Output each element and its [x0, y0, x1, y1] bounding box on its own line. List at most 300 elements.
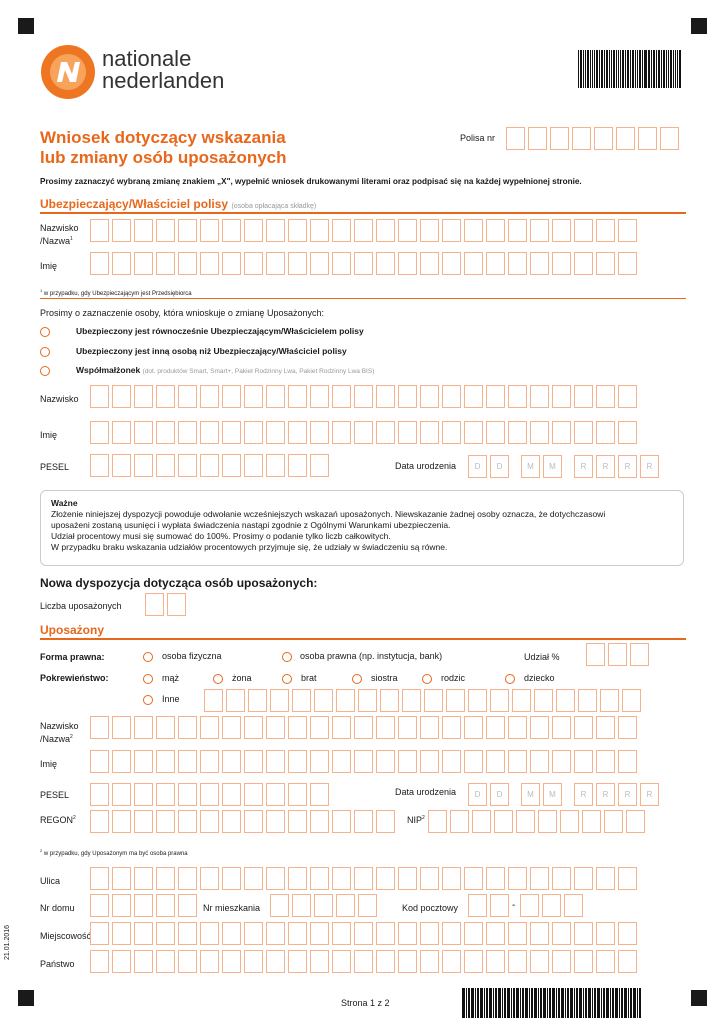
char-box[interactable]	[244, 716, 263, 739]
char-box[interactable]	[200, 810, 219, 833]
char-box[interactable]	[618, 750, 637, 773]
char-box[interactable]	[90, 894, 109, 917]
char-box[interactable]	[486, 219, 505, 242]
date-box[interactable]: R	[618, 455, 637, 478]
char-box[interactable]	[442, 421, 461, 444]
char-box[interactable]	[398, 950, 417, 973]
char-box[interactable]	[420, 219, 439, 242]
char-box[interactable]	[134, 867, 153, 890]
char-box[interactable]	[222, 252, 241, 275]
char-box[interactable]	[156, 716, 175, 739]
char-box[interactable]	[486, 867, 505, 890]
char-box[interactable]	[600, 689, 619, 712]
char-box[interactable]	[178, 950, 197, 973]
char-box[interactable]	[332, 950, 351, 973]
char-box[interactable]	[156, 421, 175, 444]
char-box[interactable]	[618, 950, 637, 973]
char-box[interactable]	[618, 219, 637, 242]
char-box[interactable]	[178, 922, 197, 945]
char-box[interactable]	[660, 127, 679, 150]
char-box[interactable]	[314, 894, 333, 917]
count-field[interactable]	[145, 593, 189, 616]
char-box[interactable]	[596, 867, 615, 890]
radio-option1[interactable]	[40, 327, 50, 337]
char-box[interactable]	[90, 810, 109, 833]
char-box[interactable]	[288, 454, 307, 477]
date-box[interactable]: D	[468, 783, 487, 806]
char-box[interactable]	[204, 689, 223, 712]
char-box[interactable]	[402, 689, 421, 712]
char-box[interactable]	[574, 219, 593, 242]
char-box[interactable]	[398, 421, 417, 444]
char-box[interactable]	[288, 219, 307, 242]
char-box[interactable]	[542, 894, 561, 917]
char-box[interactable]	[486, 252, 505, 275]
char-box[interactable]	[464, 252, 483, 275]
char-box[interactable]	[112, 867, 131, 890]
char-box[interactable]	[266, 421, 285, 444]
char-box[interactable]	[145, 593, 164, 616]
char-box[interactable]	[618, 922, 637, 945]
char-box[interactable]	[310, 454, 329, 477]
char-box[interactable]	[332, 750, 351, 773]
char-box[interactable]	[530, 950, 549, 973]
char-box[interactable]	[112, 922, 131, 945]
choice-surname-field[interactable]	[90, 385, 640, 408]
char-box[interactable]	[90, 750, 109, 773]
char-box[interactable]	[552, 867, 571, 890]
char-box[interactable]	[156, 867, 175, 890]
char-box[interactable]	[486, 750, 505, 773]
char-box[interactable]	[552, 385, 571, 408]
char-box[interactable]	[486, 922, 505, 945]
char-box[interactable]	[428, 810, 447, 833]
char-box[interactable]	[200, 421, 219, 444]
char-box[interactable]	[626, 810, 645, 833]
char-box[interactable]	[112, 421, 131, 444]
char-box[interactable]	[167, 593, 186, 616]
char-box[interactable]	[442, 219, 461, 242]
char-box[interactable]	[248, 689, 267, 712]
ben-name-field[interactable]	[90, 750, 640, 773]
char-box[interactable]	[156, 750, 175, 773]
policy-number-field[interactable]	[506, 127, 682, 150]
date-box[interactable]: R	[574, 455, 593, 478]
char-box[interactable]	[288, 385, 307, 408]
char-box[interactable]	[594, 127, 613, 150]
char-box[interactable]	[618, 421, 637, 444]
char-box[interactable]	[596, 219, 615, 242]
char-box[interactable]	[354, 219, 373, 242]
nip-field[interactable]	[428, 810, 648, 833]
char-box[interactable]	[538, 810, 557, 833]
char-box[interactable]	[270, 894, 289, 917]
char-box[interactable]	[586, 643, 605, 666]
date-box[interactable]: D	[468, 455, 487, 478]
char-box[interactable]	[534, 689, 553, 712]
char-box[interactable]	[354, 950, 373, 973]
date-box[interactable]: R	[618, 783, 637, 806]
char-box[interactable]	[292, 894, 311, 917]
char-box[interactable]	[530, 219, 549, 242]
char-box[interactable]	[618, 867, 637, 890]
country-field[interactable]	[90, 950, 640, 973]
char-box[interactable]	[288, 421, 307, 444]
char-box[interactable]	[618, 385, 637, 408]
date-box[interactable]: M	[521, 783, 540, 806]
char-box[interactable]	[222, 385, 241, 408]
char-box[interactable]	[486, 421, 505, 444]
char-box[interactable]	[506, 127, 525, 150]
char-box[interactable]	[244, 421, 263, 444]
radio-other[interactable]	[143, 695, 153, 705]
share-field[interactable]	[586, 643, 652, 666]
char-box[interactable]	[288, 750, 307, 773]
char-box[interactable]	[200, 950, 219, 973]
char-box[interactable]	[398, 922, 417, 945]
char-box[interactable]	[398, 867, 417, 890]
date-box[interactable]: M	[543, 783, 562, 806]
char-box[interactable]	[90, 252, 109, 275]
char-box[interactable]	[376, 385, 395, 408]
char-box[interactable]	[354, 867, 373, 890]
char-box[interactable]	[376, 716, 395, 739]
char-box[interactable]	[156, 454, 175, 477]
char-box[interactable]	[516, 810, 535, 833]
char-box[interactable]	[178, 867, 197, 890]
char-box[interactable]	[288, 810, 307, 833]
char-box[interactable]	[508, 219, 527, 242]
char-box[interactable]	[90, 783, 109, 806]
char-box[interactable]	[112, 219, 131, 242]
date-box[interactable]: R	[640, 783, 659, 806]
city-field[interactable]	[90, 922, 640, 945]
char-box[interactable]	[244, 750, 263, 773]
char-box[interactable]	[528, 127, 547, 150]
char-box[interactable]	[420, 750, 439, 773]
char-box[interactable]	[596, 421, 615, 444]
char-box[interactable]	[266, 810, 285, 833]
char-box[interactable]	[332, 385, 351, 408]
char-box[interactable]	[358, 689, 377, 712]
char-box[interactable]	[222, 421, 241, 444]
char-box[interactable]	[618, 716, 637, 739]
char-box[interactable]	[178, 219, 197, 242]
char-box[interactable]	[222, 219, 241, 242]
date-box[interactable]: M	[543, 455, 562, 478]
char-box[interactable]	[420, 252, 439, 275]
char-box[interactable]	[354, 421, 373, 444]
char-box[interactable]	[508, 950, 527, 973]
char-box[interactable]	[552, 750, 571, 773]
char-box[interactable]	[596, 385, 615, 408]
char-box[interactable]	[420, 421, 439, 444]
char-box[interactable]	[608, 643, 627, 666]
char-box[interactable]	[398, 252, 417, 275]
char-box[interactable]	[156, 219, 175, 242]
char-box[interactable]	[310, 750, 329, 773]
house-field[interactable]	[90, 894, 200, 917]
char-box[interactable]	[508, 421, 527, 444]
char-box[interactable]	[552, 252, 571, 275]
char-box[interactable]	[574, 867, 593, 890]
postal-field-b[interactable]	[520, 894, 586, 917]
char-box[interactable]	[156, 922, 175, 945]
char-box[interactable]	[578, 689, 597, 712]
char-box[interactable]	[156, 810, 175, 833]
char-box[interactable]	[244, 950, 263, 973]
date-box[interactable]: R	[640, 455, 659, 478]
char-box[interactable]	[464, 922, 483, 945]
char-box[interactable]	[332, 867, 351, 890]
char-box[interactable]	[552, 950, 571, 973]
char-box[interactable]	[574, 716, 593, 739]
char-box[interactable]	[582, 810, 601, 833]
char-box[interactable]	[244, 783, 263, 806]
char-box[interactable]	[486, 716, 505, 739]
char-box[interactable]	[288, 252, 307, 275]
char-box[interactable]	[574, 252, 593, 275]
choice-pesel-field[interactable]	[90, 454, 332, 477]
char-box[interactable]	[508, 867, 527, 890]
char-box[interactable]	[574, 421, 593, 444]
char-box[interactable]	[464, 716, 483, 739]
ben-surname-field[interactable]	[90, 716, 640, 739]
char-box[interactable]	[288, 716, 307, 739]
char-box[interactable]	[552, 421, 571, 444]
char-box[interactable]	[604, 810, 623, 833]
char-box[interactable]	[376, 219, 395, 242]
char-box[interactable]	[266, 783, 285, 806]
char-box[interactable]	[468, 689, 487, 712]
char-box[interactable]	[398, 385, 417, 408]
radio-relation[interactable]	[213, 674, 223, 684]
char-box[interactable]	[310, 922, 329, 945]
char-box[interactable]	[622, 689, 641, 712]
char-box[interactable]	[310, 421, 329, 444]
char-box[interactable]	[200, 922, 219, 945]
char-box[interactable]	[494, 810, 513, 833]
radio-relation[interactable]	[422, 674, 432, 684]
char-box[interactable]	[464, 750, 483, 773]
date-box[interactable]: R	[596, 783, 615, 806]
char-box[interactable]	[354, 385, 373, 408]
char-box[interactable]	[380, 689, 399, 712]
char-box[interactable]	[288, 922, 307, 945]
char-box[interactable]	[530, 922, 549, 945]
char-box[interactable]	[486, 950, 505, 973]
radio-natural-person[interactable]	[143, 652, 153, 662]
char-box[interactable]	[332, 252, 351, 275]
char-box[interactable]	[442, 385, 461, 408]
char-box[interactable]	[90, 219, 109, 242]
date-box[interactable]: R	[596, 455, 615, 478]
char-box[interactable]	[442, 716, 461, 739]
char-box[interactable]	[420, 950, 439, 973]
char-box[interactable]	[134, 783, 153, 806]
char-box[interactable]	[266, 219, 285, 242]
char-box[interactable]	[222, 750, 241, 773]
char-box[interactable]	[244, 867, 263, 890]
char-box[interactable]	[156, 783, 175, 806]
char-box[interactable]	[530, 385, 549, 408]
char-box[interactable]	[90, 716, 109, 739]
char-box[interactable]	[244, 810, 263, 833]
char-box[interactable]	[200, 454, 219, 477]
char-box[interactable]	[134, 750, 153, 773]
char-box[interactable]	[200, 385, 219, 408]
choice-name-field[interactable]	[90, 421, 640, 444]
char-box[interactable]	[556, 689, 575, 712]
char-box[interactable]	[464, 867, 483, 890]
char-box[interactable]	[178, 716, 197, 739]
char-box[interactable]	[354, 750, 373, 773]
char-box[interactable]	[222, 716, 241, 739]
char-box[interactable]	[618, 252, 637, 275]
char-box[interactable]	[442, 922, 461, 945]
char-box[interactable]	[134, 716, 153, 739]
char-box[interactable]	[464, 219, 483, 242]
radio-relation[interactable]	[143, 674, 153, 684]
char-box[interactable]	[200, 252, 219, 275]
char-box[interactable]	[376, 922, 395, 945]
char-box[interactable]	[244, 922, 263, 945]
char-box[interactable]	[156, 252, 175, 275]
char-box[interactable]	[178, 385, 197, 408]
char-box[interactable]	[398, 716, 417, 739]
char-box[interactable]	[472, 810, 491, 833]
char-box[interactable]	[178, 783, 197, 806]
char-box[interactable]	[156, 385, 175, 408]
char-box[interactable]	[446, 689, 465, 712]
char-box[interactable]	[200, 783, 219, 806]
ben-dob-field[interactable]	[468, 783, 662, 806]
radio-option2[interactable]	[40, 347, 50, 357]
char-box[interactable]	[222, 922, 241, 945]
char-box[interactable]	[550, 127, 569, 150]
date-box[interactable]: D	[490, 455, 509, 478]
char-box[interactable]	[508, 922, 527, 945]
char-box[interactable]	[90, 922, 109, 945]
char-box[interactable]	[332, 716, 351, 739]
char-box[interactable]	[90, 950, 109, 973]
flat-field[interactable]	[270, 894, 380, 917]
char-box[interactable]	[288, 783, 307, 806]
char-box[interactable]	[112, 252, 131, 275]
char-box[interactable]	[134, 219, 153, 242]
char-box[interactable]	[266, 716, 285, 739]
char-box[interactable]	[354, 810, 373, 833]
char-box[interactable]	[354, 252, 373, 275]
char-box[interactable]	[450, 810, 469, 833]
char-box[interactable]	[468, 894, 487, 917]
char-box[interactable]	[90, 385, 109, 408]
char-box[interactable]	[134, 252, 153, 275]
char-box[interactable]	[420, 716, 439, 739]
char-box[interactable]	[490, 894, 509, 917]
char-box[interactable]	[486, 385, 505, 408]
char-box[interactable]	[310, 950, 329, 973]
radio-relation[interactable]	[282, 674, 292, 684]
char-box[interactable]	[564, 894, 583, 917]
char-box[interactable]	[178, 454, 197, 477]
char-box[interactable]	[314, 689, 333, 712]
char-box[interactable]	[200, 750, 219, 773]
char-box[interactable]	[112, 950, 131, 973]
other-field[interactable]	[204, 689, 644, 712]
char-box[interactable]	[266, 750, 285, 773]
insured-surname-field[interactable]	[90, 219, 640, 242]
char-box[interactable]	[376, 950, 395, 973]
char-box[interactable]	[530, 750, 549, 773]
char-box[interactable]	[244, 454, 263, 477]
radio-relation[interactable]	[505, 674, 515, 684]
char-box[interactable]	[310, 810, 329, 833]
char-box[interactable]	[266, 950, 285, 973]
char-box[interactable]	[310, 867, 329, 890]
char-box[interactable]	[200, 716, 219, 739]
char-box[interactable]	[520, 894, 539, 917]
char-box[interactable]	[90, 454, 109, 477]
char-box[interactable]	[266, 454, 285, 477]
char-box[interactable]	[638, 127, 657, 150]
char-box[interactable]	[376, 810, 395, 833]
char-box[interactable]	[552, 219, 571, 242]
char-box[interactable]	[596, 750, 615, 773]
char-box[interactable]	[464, 950, 483, 973]
char-box[interactable]	[572, 127, 591, 150]
char-box[interactable]	[336, 894, 355, 917]
char-box[interactable]	[112, 783, 131, 806]
char-box[interactable]	[244, 385, 263, 408]
char-box[interactable]	[574, 385, 593, 408]
char-box[interactable]	[270, 689, 289, 712]
char-box[interactable]	[512, 689, 531, 712]
char-box[interactable]	[222, 950, 241, 973]
char-box[interactable]	[332, 810, 351, 833]
char-box[interactable]	[464, 385, 483, 408]
street-field[interactable]	[90, 867, 640, 890]
char-box[interactable]	[200, 219, 219, 242]
char-box[interactable]	[112, 454, 131, 477]
char-box[interactable]	[596, 716, 615, 739]
char-box[interactable]	[616, 127, 635, 150]
char-box[interactable]	[134, 894, 153, 917]
char-box[interactable]	[112, 894, 131, 917]
char-box[interactable]	[112, 716, 131, 739]
char-box[interactable]	[292, 689, 311, 712]
char-box[interactable]	[376, 252, 395, 275]
char-box[interactable]	[226, 689, 245, 712]
char-box[interactable]	[336, 689, 355, 712]
char-box[interactable]	[134, 454, 153, 477]
char-box[interactable]	[552, 922, 571, 945]
date-box[interactable]: D	[490, 783, 509, 806]
char-box[interactable]	[178, 750, 197, 773]
char-box[interactable]	[574, 950, 593, 973]
char-box[interactable]	[508, 750, 527, 773]
char-box[interactable]	[596, 950, 615, 973]
char-box[interactable]	[200, 867, 219, 890]
char-box[interactable]	[178, 421, 197, 444]
char-box[interactable]	[596, 922, 615, 945]
char-box[interactable]	[178, 894, 197, 917]
char-box[interactable]	[464, 421, 483, 444]
char-box[interactable]	[420, 922, 439, 945]
char-box[interactable]	[222, 867, 241, 890]
char-box[interactable]	[574, 922, 593, 945]
char-box[interactable]	[310, 252, 329, 275]
